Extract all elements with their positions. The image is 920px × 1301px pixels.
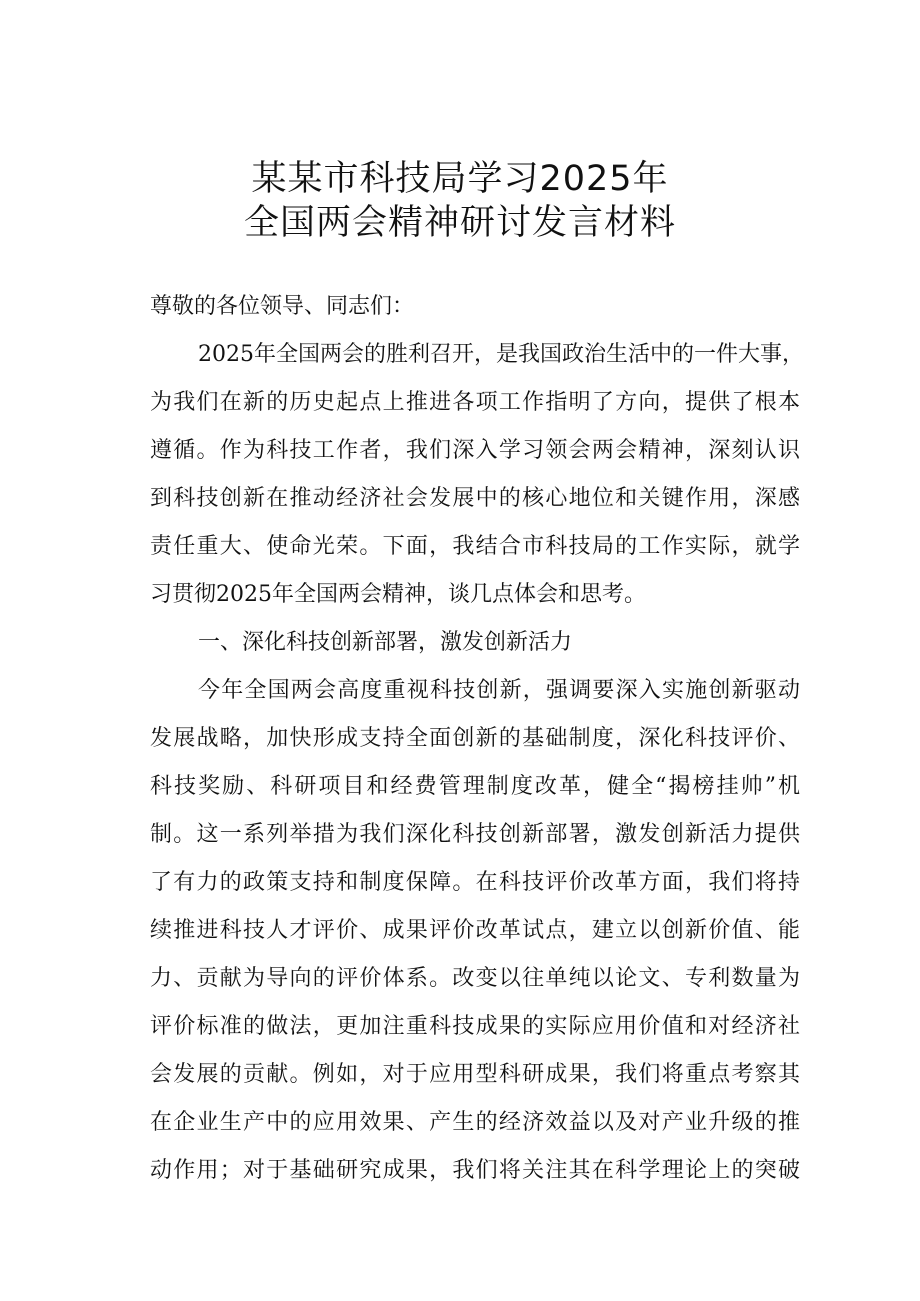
- body-line: 动作用；对于基础研究成果，我们将关注其在科学理论上的突破: [150, 1158, 800, 1183]
- body-line: 评价标准的做法，更加注重科技成果的实际应用价值和对经济社: [150, 1014, 800, 1039]
- body-line: 今年全国两会高度重视科技创新，强调要深入实施创新驱动: [198, 678, 800, 703]
- section-heading: 一、深化科技创新部署，激发创新活力: [198, 630, 573, 655]
- body-line: 续推进科技人才评价、成果评价改革试点，建立以创新价值、能: [150, 918, 800, 943]
- intro-line: 2025年全国两会的胜利召开，是我国政治生活中的一件大事，: [198, 342, 804, 367]
- intro-line: 到科技创新在推动经济社会发展中的核心地位和关键作用，深感: [150, 486, 800, 511]
- document-title-line-2: 全国两会精神研讨发言材料: [243, 203, 676, 243]
- body-line: 力、贡献为导向的评价体系。改变以往单纯以论文、专利数量为: [150, 966, 800, 991]
- intro-line: 遵循。作为科技工作者，我们深入学习领会两会精神，深刻认识: [150, 438, 800, 463]
- body-line: 会发展的贡献。例如，对于应用型科研成果，我们将重点考察其: [150, 1062, 800, 1087]
- intro-line: 为我们在新的历史起点上推进各项工作指明了方向，提供了根本: [150, 390, 800, 415]
- salutation: 尊敬的各位领导、同志们：: [150, 294, 415, 319]
- document-title-line-1: 某某市科技局学习2025年: [251, 159, 669, 199]
- intro-line: 习贯彻2025年全国两会精神，谈几点体会和思考。: [150, 582, 646, 607]
- body-line: 在企业生产中的应用效果、产生的经济效益以及对产业升级的推: [150, 1110, 800, 1135]
- body-line: 发展战略，加快形成支持全面创新的基础制度，深化科技评价、: [150, 726, 800, 751]
- intro-line: 责任重大、使命光荣。下面，我结合市科技局的工作实际，就学: [150, 534, 800, 559]
- body-line: 了有力的政策支持和制度保障。在科技评价改革方面，我们将持: [150, 870, 800, 895]
- body-line: 制。这一系列举措为我们深化科技创新部署，激发创新活力提供: [150, 822, 800, 847]
- body-line: 科技奖励、科研项目和经费管理制度改革，健全“揭榜挂帅”机: [150, 774, 800, 799]
